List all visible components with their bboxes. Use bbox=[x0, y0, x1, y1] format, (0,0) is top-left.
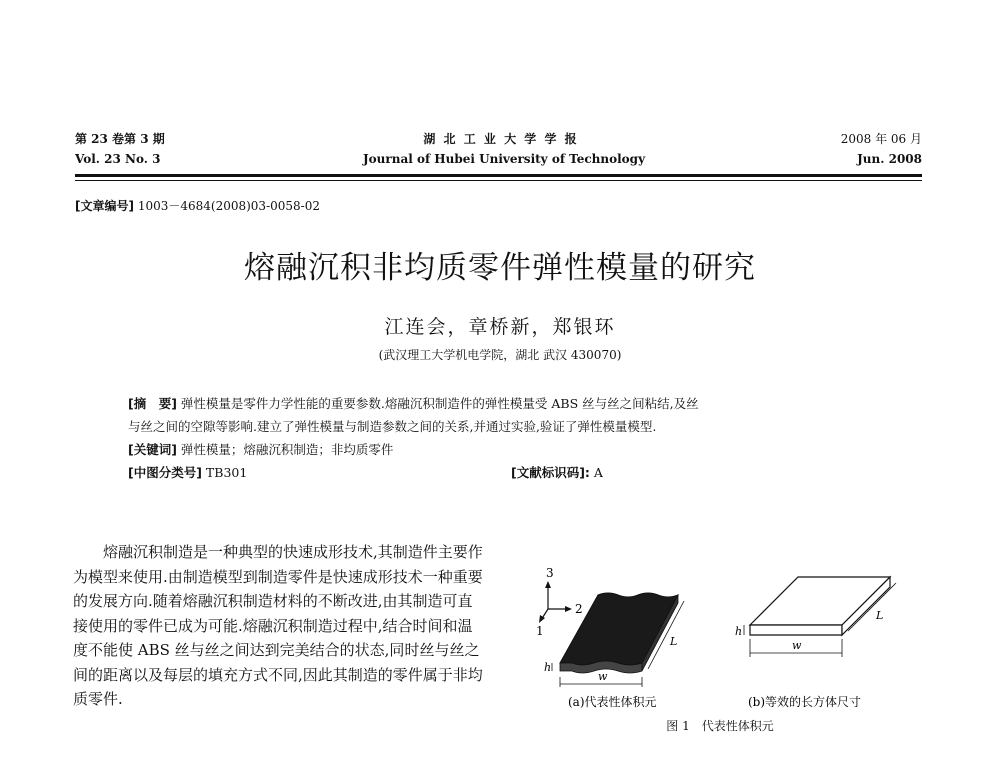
keywords-label: [关键词] bbox=[128, 442, 177, 457]
axis-1-label: 1 bbox=[536, 624, 544, 638]
figure-caption-a: (a)代表性体积元 bbox=[568, 695, 657, 709]
classification-label: [中图分类号] bbox=[128, 465, 202, 480]
issue-date-en: Jun. 2008 bbox=[857, 152, 922, 166]
volume-issue-cn: 第 23 卷第 3 期 bbox=[75, 132, 165, 146]
dim-w-a: w bbox=[598, 670, 608, 683]
abstract-line-1 bbox=[128, 392, 699, 415]
axis-3-label: 3 bbox=[546, 566, 554, 580]
journal-name-en: Journal of Hubei University of Technology bbox=[363, 152, 646, 166]
classification-line bbox=[128, 461, 247, 484]
article-number bbox=[75, 197, 320, 214]
affiliation: (武汉理工大学机电学院，湖北 武汉 430070) bbox=[378, 348, 622, 362]
volume-element-a bbox=[552, 593, 684, 687]
volume-issue-en: Vol. 23 No. 3 bbox=[75, 152, 161, 166]
body-paragraph-text: 熔融沉积制造是一种典型的快速成形技术,其制造件主要作为模型来使用.由制造模型到制造零件是快速成形技术一种重要的发展方向.随着熔融沉积制造材料的不断改进,由其制造可直接使用的零件已成为可能.熔融沉积制造过程中,结合时间和温度不能使 ABS 丝与丝之间达到完美结合的状态,同时丝与丝之间的距离以及每层的填充方式不同,因此其制造的零件属于非均质零件. bbox=[73, 543, 483, 708]
header-rule-thin bbox=[75, 180, 922, 181]
dim-h-b: h bbox=[735, 625, 743, 638]
article-number-value: 1003－4684(2008)03-0058-02 bbox=[137, 199, 320, 213]
figure-caption: 图 1 代表性体积元 bbox=[666, 719, 774, 733]
figure-caption-b: (b)等效的长方体尺寸 bbox=[748, 695, 862, 709]
authors: 江连会，章桥新，郑银环 bbox=[384, 316, 616, 338]
article-number-label: [文章编号] bbox=[75, 199, 134, 213]
dim-h-a: h bbox=[544, 661, 552, 674]
body-paragraph bbox=[73, 540, 483, 712]
dim-w-b: w bbox=[792, 639, 802, 652]
axis-2-label: 2 bbox=[575, 602, 583, 616]
keywords-line bbox=[128, 438, 393, 461]
abstract-text-2: 与丝之间的空隙等影响.建立了弹性模量与制造参数之间的关系,并通过实验,验证了弹性模量模型. bbox=[128, 419, 657, 434]
issue-date-cn: 2008 年 06 月 bbox=[840, 132, 922, 146]
cuboid-b bbox=[744, 577, 896, 657]
dim-l-a: L bbox=[670, 635, 678, 648]
header-rule-thick bbox=[75, 174, 922, 177]
doc-code-value: A bbox=[593, 465, 603, 480]
doc-code-line bbox=[511, 461, 603, 484]
figure-1 bbox=[530, 565, 910, 715]
abstract-label: [摘 要] bbox=[128, 396, 177, 411]
dim-l-b: L bbox=[876, 609, 884, 622]
paper-title: 熔融沉积非均质零件弹性模量的研究 bbox=[244, 250, 756, 286]
keywords-value: 弹性模量；熔融沉积制造；非均质零件 bbox=[180, 442, 394, 457]
doc-code-label: [文献标识码]: bbox=[511, 465, 590, 480]
axes-indicator bbox=[539, 581, 572, 623]
classification-value: TB301 bbox=[205, 465, 248, 480]
journal-name-cn: 湖 北 工 业 大 学 学 报 bbox=[423, 132, 579, 146]
abstract-text-1: 弹性模量是零件力学性能的重要参数.熔融沉积制造件的弹性模量受 ABS 丝与丝之间粘结,及丝 bbox=[180, 396, 699, 411]
